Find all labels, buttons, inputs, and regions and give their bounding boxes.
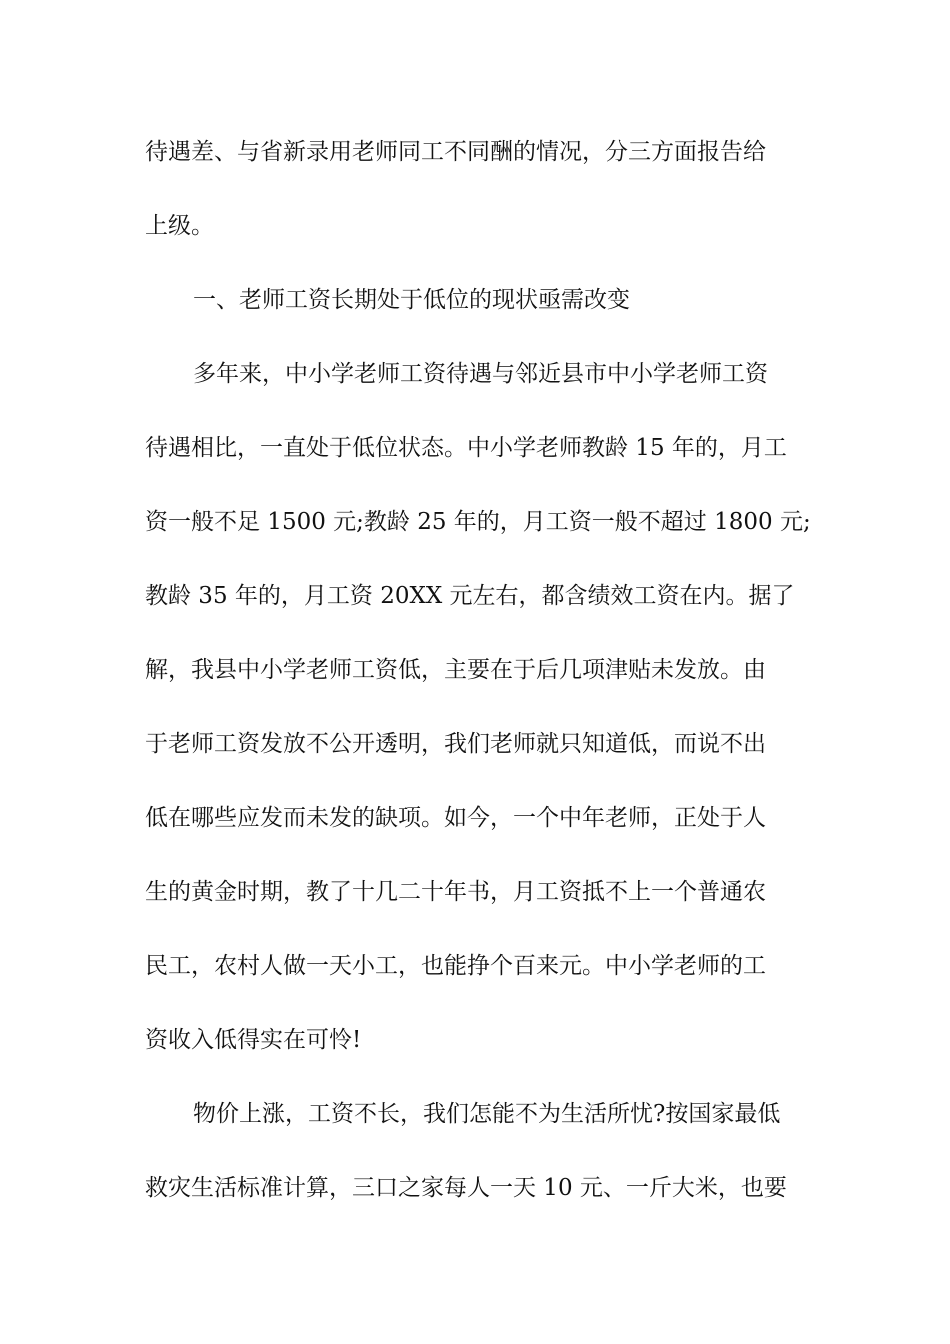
- text-line: 待遇相比，一直处于低位状态。中小学老师教龄 15 年的，月工: [145, 435, 787, 461]
- section-heading: 一、老师工资长期处于低位的现状亟需改变: [193, 287, 630, 313]
- text-line: 资一般不足 1500 元;教龄 25 年的，月工资一般不超过 1800 元;: [145, 509, 811, 535]
- text-line: 生的黄金时期，教了十几二十年书，月工资抵不上一个普通农: [145, 879, 766, 905]
- text-line: 民工，农村人做一天小工，也能挣个百来元。中小学老师的工: [145, 953, 766, 979]
- text-line: 待遇差、与省新录用老师同工不同酬的情况，分三方面报告给: [145, 139, 766, 165]
- text-line: 救灾生活标准计算，三口之家每人一天 10 元、一斤大米，也要: [145, 1175, 787, 1201]
- text-line: 低在哪些应发而未发的缺项。如今，一个中年老师，正处于人: [145, 805, 766, 831]
- text-line: 于老师工资发放不公开透明，我们老师就只知道低，而说不出: [145, 731, 766, 757]
- text-line: 物价上涨，工资不长，我们怎能不为生活所忧?按国家最低: [193, 1101, 781, 1127]
- text-line: 多年来，中小学老师工资待遇与邻近县市中小学老师工资: [193, 361, 768, 387]
- text-line: 教龄 35 年的，月工资 20XX 元左右，都含绩效工资在内。据了: [145, 583, 795, 609]
- text-line: 上级。: [145, 213, 214, 239]
- text-line: 资收入低得实在可怜!: [145, 1027, 362, 1053]
- text-line: 解，我县中小学老师工资低，主要在于后几项津贴未发放。由: [145, 657, 766, 683]
